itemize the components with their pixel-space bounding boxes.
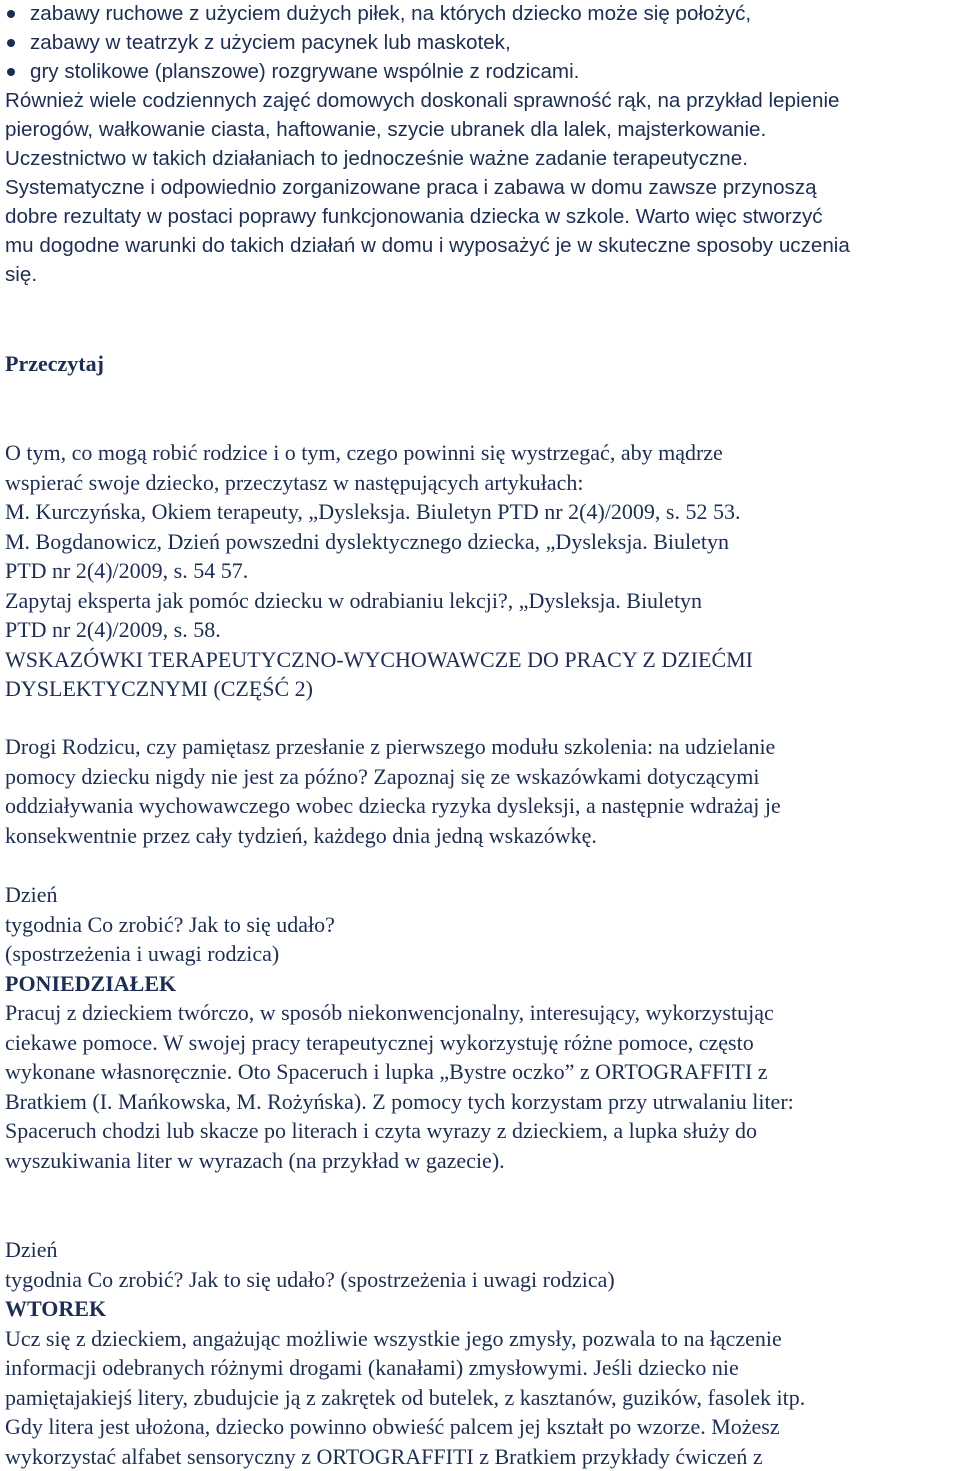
paragraph-line: ciekawe pomoce. W swojej pracy terapeutycznej wykorzystuję różne pomoce, często — [5, 1028, 794, 1058]
reading-list — [5, 438, 753, 704]
paragraph-line: wyszukiwania liter w wyrazach (na przykład w gazecie). — [5, 1146, 794, 1176]
paragraph-line: Drogi Rodzicu, czy pamiętasz przesłanie z pierwszego modułu szkolenia: na udzielanie — [5, 732, 781, 762]
paragraph-line: pamiętajakiejś litery, zbudujcie ją z zakrętek od butelek, z kasztanów, guzików, fasolek itp. — [5, 1383, 805, 1413]
read-heading: Przeczytaj — [5, 351, 104, 377]
list-item-text: gry stolikowe (planszowe) rozgrywane wspólnie z rodzicami. — [30, 60, 579, 83]
table-header-line: Dzień — [5, 1235, 805, 1265]
paragraph-line: Bratkiem (I. Mańkowska, M. Rożyńska). Z pomocy tych korzystam przy utrwalaniu liter: — [5, 1087, 794, 1117]
paragraph-line: pierogów, wałkowanie ciasta, haftowanie, szycie ubranek dla lalek, majsterkowanie. — [5, 115, 850, 144]
paragraph-line: wykorzystać alfabet sensoryczny z ORTOGRAFFITI z Bratkiem przykłady ćwiczeń z — [5, 1442, 805, 1471]
paragraph-line: Pracuj z dzieckiem twórczo, w sposób niekonwencjonalny, interesujący, wykorzystując — [5, 998, 794, 1028]
list-item — [0, 0, 751, 28]
article-reference: PTD nr 2(4)/2009, s. 58. — [5, 615, 753, 645]
list-item — [0, 28, 751, 57]
list-item — [0, 57, 751, 86]
paragraph-line: pomocy dziecku nigdy nie jest za późno? Zapoznaj się ze wskazówkami dotyczącymi — [5, 762, 781, 792]
paragraph-line: Uczestnictwo w takich działaniach to jednocześnie ważne zadanie terapeutyczne. — [5, 144, 850, 173]
bullet-icon — [7, 10, 15, 18]
bullet-icon — [7, 39, 15, 47]
table-header-line: (spostrzeżenia i uwagi rodzica) — [5, 939, 794, 969]
paragraph-line: wykonane własnoręcznie. Oto Spaceruch i lupka „Bystre oczko” z ORTOGRAFFITI z — [5, 1057, 794, 1087]
table-header-line: tygodnia Co zrobić? Jak to się udało? — [5, 910, 794, 940]
paragraph-line: Gdy litera jest ułożona, dziecko powinno obwieść palcem jej kształt po wzorze. Możesz — [5, 1412, 805, 1442]
paragraph-line: Ucz się z dzieckiem, angażując możliwie wszystkie jego zmysły, pozwala to na łączenie — [5, 1324, 805, 1354]
bullet-icon — [7, 68, 15, 76]
paragraph-line: Również wiele codziennych zajęć domowych doskonali sprawność rąk, na przykład lepienie — [5, 86, 850, 115]
paragraph-line: wspierać swoje dziecko, przeczytasz w następujących artykułach: — [5, 468, 753, 498]
paragraph-line: Systematyczne i odpowiednio zorganizowane praca i zabawa w domu zawsze przynoszą — [5, 173, 850, 202]
parent-paragraph — [5, 732, 781, 850]
paragraph-line: mu dogodne warunki do takich działań w domu i wyposażyć je w skuteczne sposoby uczenia — [5, 231, 850, 260]
paragraph-line: dobre rezultaty w postaci poprawy funkcjonowania dziecka w szkole. Warto więc stworzyć — [5, 202, 850, 231]
section-title-line: WSKAZÓWKI TERAPEUTYCZNO-WYCHOWAWCZE DO PRACY Z DZIEĆMI — [5, 645, 753, 675]
list-item-text: zabawy ruchowe z użyciem dużych piłek, na których dziecko może się położyć, — [30, 2, 751, 25]
monday-block — [5, 880, 794, 1175]
paragraph-line: się. — [5, 260, 850, 289]
paragraph-line: konsekwentnie przez cały tydzień, każdego dnia jedną wskazówkę. — [5, 821, 781, 851]
section-title-line: DYSLEKTYCZNYMI (CZĘŚĆ 2) — [5, 674, 753, 704]
paragraph-line: O tym, co mogą robić rodzice i o tym, czego powinni się wystrzegać, aby mądrze — [5, 438, 753, 468]
intro-paragraph — [5, 86, 850, 289]
table-header-line: tygodnia Co zrobić? Jak to się udało? (spostrzeżenia i uwagi rodzica) — [5, 1265, 805, 1295]
article-reference: M. Kurczyńska, Okiem terapeuty, „Dysleksja. Biuletyn PTD nr 2(4)/2009, s. 52 53. — [5, 497, 753, 527]
list-item-text: zabawy w teatrzyk z użyciem pacynek lub maskotek, — [30, 31, 511, 54]
paragraph-line: Spaceruch chodzi lub skacze po literach i czyta wyrazy z dzieckiem, a lupka służy do — [5, 1116, 794, 1146]
paragraph-line: informacji odebranych różnymi drogami (kanałami) zmysłowymi. Jeśli dziecko nie — [5, 1353, 805, 1383]
day-label: WTOREK — [5, 1294, 805, 1324]
article-reference: Zapytaj eksperta jak pomóc dziecku w odrabianiu lekcji?, „Dysleksja. Biuletyn — [5, 586, 753, 616]
tuesday-block — [5, 1235, 805, 1471]
article-reference: M. Bogdanowicz, Dzień powszedni dyslektycznego dziecka, „Dysleksja. Biuletyn — [5, 527, 753, 557]
table-header-line: Dzień — [5, 880, 794, 910]
bullet-list — [0, 0, 751, 86]
day-label: PONIEDZIAŁEK — [5, 969, 794, 999]
paragraph-line: oddziaływania wychowawczego wobec dziecka ryzyka dysleksji, a następnie wdrażaj je — [5, 791, 781, 821]
article-reference: PTD nr 2(4)/2009, s. 54 57. — [5, 556, 753, 586]
